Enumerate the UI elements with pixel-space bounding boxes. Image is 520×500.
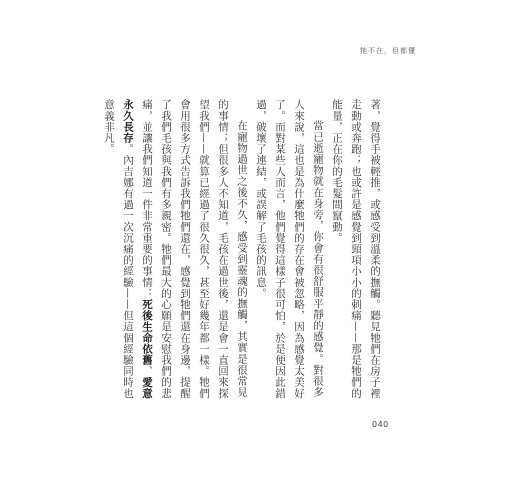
running-header: 牠不在，但都懂 <box>360 47 416 55</box>
emphasis-text: 死後生命依舊 <box>141 298 153 366</box>
vertical-text-body <box>99 99 384 399</box>
paragraph: 當已逝寵物就在身旁，你會有很舒服平靜的感覺。對很多人來說，這也是為什麼牠們的存在會被忽略，因為感覺太美好了。而對某些人而言，他們覺得這樣子很可怕，於是便因此錯過，破壞了連結，或誤解了毛孩的訊息。 <box>255 99 324 399</box>
paragraph-text: 。內吉娜有過一次沉痛的經驗——但這個經驗同時也意義非凡。 <box>103 99 134 399</box>
paragraph-continued: 著，覺得手被輕推，或感受到溫柔的撫觸。聽見牠們在房子裡走動或奔跑；也或許是感覺到頸項小小的刺痛——那是牠們的能量，正在你的毛髮間竄動。 <box>331 99 381 399</box>
page-number: 040 <box>372 420 389 429</box>
paragraph-text: 在寵物過世之後不久，感受到靈魂的撫觸，其實是很常見的事情；但很多人不知道，毛孩在過世後，還是會一直回來探望我們——就算已經過了很久很久，甚至好幾年都一樣。牠們會用很多方式告訴我們牠們還在，感覺到牠們還在身邊，提醒了我們毛孩與我們有多親密。牠們最大的心願是安慰我們的悲痛，並讓我們知道一件非常重要的事情： <box>141 99 248 399</box>
emphasis-text: 愛意永久長存 <box>122 99 153 399</box>
separator-text: 、 <box>141 365 153 377</box>
paragraph <box>99 99 251 399</box>
